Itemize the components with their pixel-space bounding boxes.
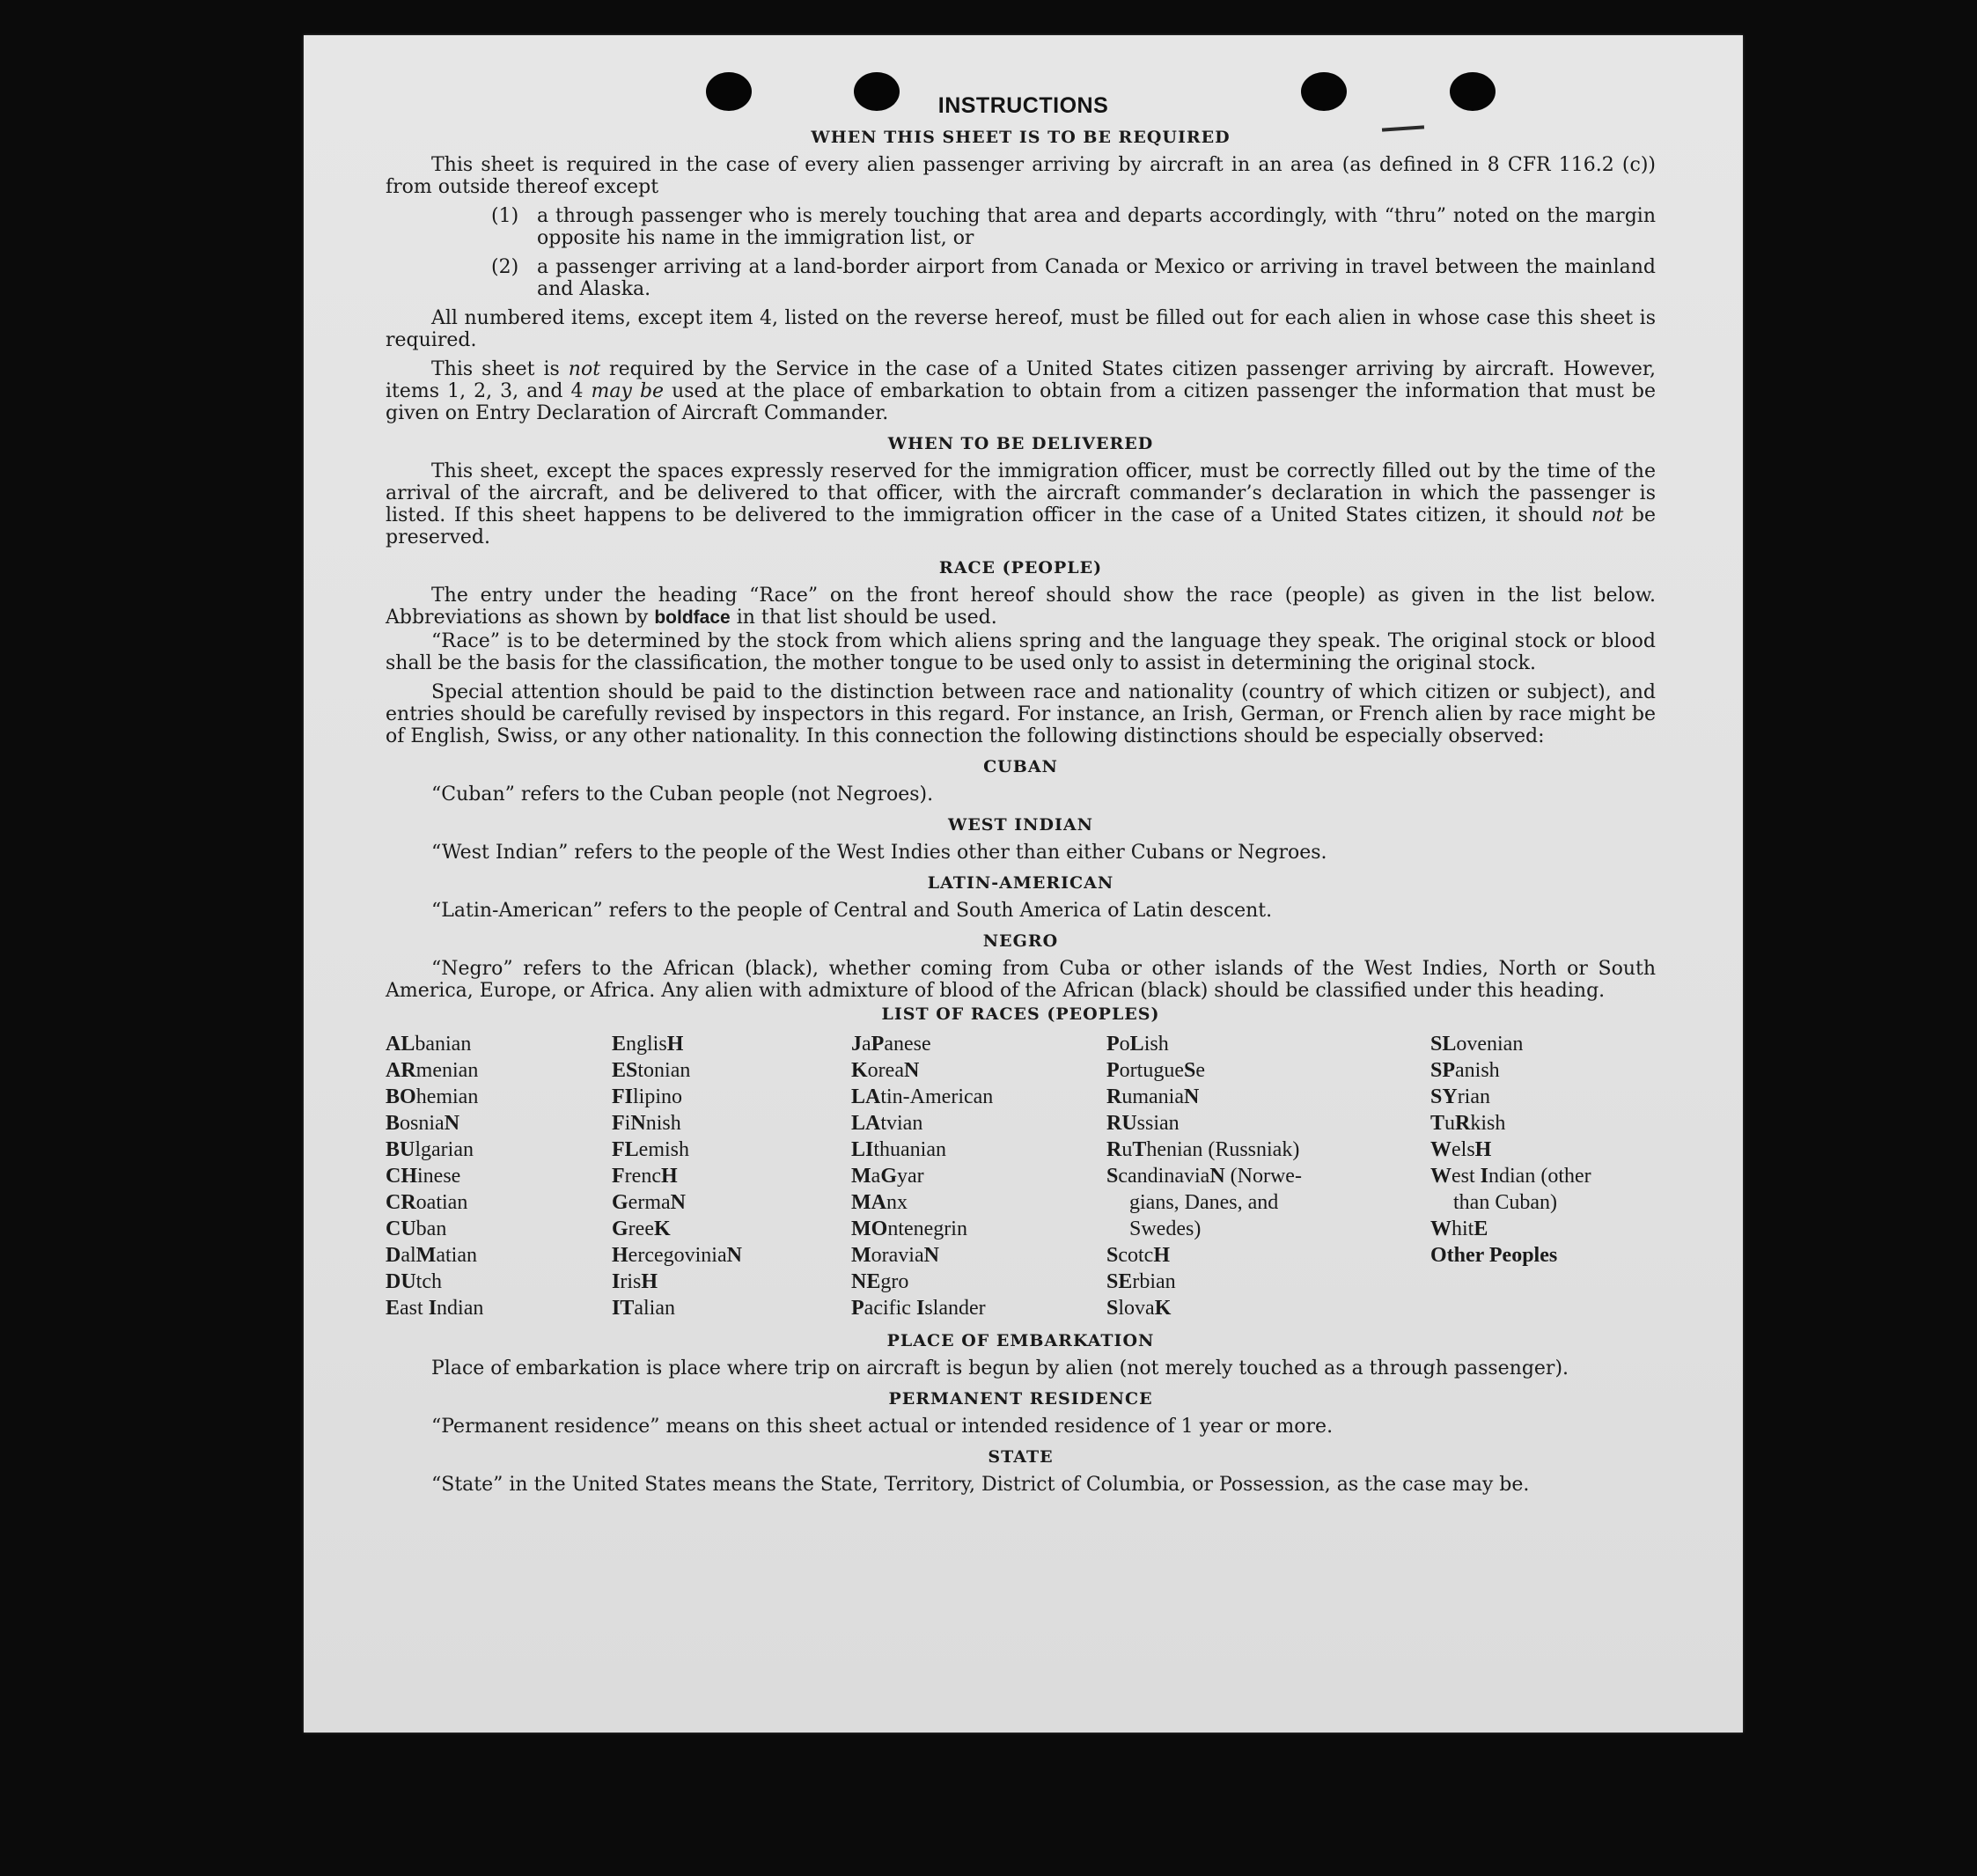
race-list-item: SLovenian	[1430, 1033, 1524, 1056]
text-run: The entry under the heading “Race” on the front hereof should show the race (people) as given in the list below. Abbreviations as shown by	[386, 585, 1656, 629]
race-list-item: ScotcH	[1106, 1244, 1171, 1267]
race-column-1	[386, 1031, 612, 1321]
citizen-paragraph	[386, 358, 1656, 424]
race-list-item: ScandinaviaN (Norwe- gians, Danes, and Swedes)	[1106, 1165, 1302, 1240]
race-list-item: Other Peoples	[1430, 1244, 1558, 1267]
race-list-item: NEgro	[851, 1270, 909, 1293]
race-list-item: CRoatian	[386, 1191, 468, 1214]
race-list-item: BUlgarian	[386, 1138, 474, 1161]
race-list-item: JaPanese	[851, 1033, 931, 1056]
race-column-2	[612, 1031, 851, 1321]
race-list-item: KoreaN	[851, 1059, 920, 1082]
numbered-items-paragraph: All numbered items, except item 4, listed on the reverse hereof, must be filled out for each alien in whose case this sheet is required.	[386, 307, 1656, 351]
race-list-item: RuThenian (Russniak)	[1106, 1138, 1300, 1161]
cuban-text: “Cuban” refers to the Cuban people (not Negroes).	[431, 784, 934, 806]
race-list-item: FLemish	[612, 1138, 689, 1161]
race-list-item: LIthuanian	[851, 1138, 946, 1161]
race-list-item: WelsH	[1430, 1138, 1492, 1161]
document-page	[304, 35, 1743, 1733]
text-run: used at the place of embarkation to obtain from a citizen passenger the information that must be given on Entry Declaration of Aircraft Commander.	[386, 380, 1656, 424]
emphasis-may-be: may be	[591, 380, 665, 402]
heading-state: STATE	[988, 1447, 1054, 1467]
text-run: This sheet, except the spaces expressly reserved for the immigration officer, must be correctly filled out by the time of the arrival of the aircraft, and be delivered to that officer, with the aircraft commander’s declaration in which the passenger is listed. If this sheet happens to be delivered to the immigration officer in the case of a United States citizen, it should	[386, 460, 1656, 526]
race-list-item: BosniaN	[386, 1112, 460, 1135]
embarkation-text: Place of embarkation is place where trip on aircraft is begun by alien (not merely touched as a through passenger).	[431, 1357, 1569, 1379]
emphasis-not: not	[568, 358, 601, 380]
text-run: This sheet is	[431, 358, 569, 380]
race-list-item: GermaN	[612, 1191, 686, 1214]
race-list-item: EStonian	[612, 1059, 691, 1082]
race-list-item: MAnx	[851, 1191, 908, 1214]
race-column-4	[1106, 1031, 1430, 1321]
race-list-item: LAtvian	[851, 1112, 923, 1135]
when-delivered-text	[386, 460, 1656, 548]
heading-when-delivered: WHEN TO BE DELIVERED	[887, 434, 1154, 453]
residence-text: “Permanent residence” means on this sheet actual or intended residence of 1 year or more.	[431, 1416, 1334, 1438]
exception-item-1	[491, 205, 1656, 249]
race-list-item: SlovaK	[1106, 1297, 1172, 1320]
race-list-item: DalMatian	[386, 1244, 477, 1267]
west-indian-text: “West Indian” refers to the people of the West Indies other than either Cubans or Negroes.	[431, 842, 1327, 864]
exception-number: (2)	[491, 256, 519, 278]
race-list-item: SErbian	[1106, 1270, 1176, 1293]
race-list-item: RumaniaN	[1106, 1085, 1200, 1108]
race-paragraph-3: Special attention should be paid to the distinction between race and nationality (country of which citizen or subject), and entries should be carefully revised by inspectors in this regard. For instance, an Irish, German, or French alien by race might be of English, Swiss, or any other nationality. In this connection the following distinctions should be especially observed:	[386, 681, 1656, 747]
race-list-item: MoraviaN	[851, 1244, 939, 1267]
race-list-item: ALbanian	[386, 1033, 472, 1056]
heading-negro: NEGRO	[982, 931, 1059, 951]
race-list-item: LAtin-American	[851, 1085, 994, 1108]
race-list-item: FiNnish	[612, 1112, 681, 1135]
race-list-item: EnglisH	[612, 1033, 684, 1056]
race-list-item: DUtch	[386, 1270, 442, 1293]
instructions-body	[386, 127, 1656, 1503]
race-list-item: SYrian	[1430, 1085, 1490, 1108]
race-list-item: HercegoviniaN	[612, 1244, 742, 1267]
text-run: required by the Service in the case of a United States citizen passenger arriving by aircraft. However, items 1, 2, 3, and 4	[386, 358, 1656, 402]
race-list-item: West Indian (other than Cuban)	[1430, 1165, 1591, 1214]
race-paragraph-2: “Race” is to be determined by the stock from which aliens spring and the language they speak. The original stock or blood shall be the basis for the classification, the mother tongue to be used only to assist in determining the original stock.	[386, 630, 1656, 674]
emphasis-not: not	[1591, 504, 1624, 526]
heading-race: RACE (PEOPLE)	[938, 558, 1103, 578]
race-list-item: ITalian	[612, 1297, 675, 1320]
exception-text: a through passenger who is merely touching that area and departs accordingly, with “thru” noted on the margin opposite his name in the immigration list, or	[537, 205, 1656, 249]
when-required-intro: This sheet is required in the case of every alien passenger arriving by aircraft in an area (as defined in 8 CFR 116.2 (c)) from outside thereof except	[386, 154, 1656, 198]
heading-west-indian: WEST INDIAN	[947, 815, 1094, 835]
race-list-item: SPanish	[1430, 1059, 1500, 1082]
heading-latin-american: LATIN-AMERICAN	[927, 873, 1114, 893]
race-list-item: GreeK	[612, 1218, 671, 1240]
negro-text: “Negro” refers to the African (black), whether coming from Cuba or other islands of the West Indies, North or South America, Europe, or Africa. Any alien with admixture of blood of the African (black) should be classified under this heading.	[386, 958, 1656, 1002]
race-list-item: FIlipino	[612, 1085, 683, 1108]
race-list-item: CHinese	[386, 1165, 461, 1188]
heading-embarkation: PLACE OF EMBARKATION	[886, 1331, 1155, 1350]
race-list-table	[386, 1031, 1656, 1321]
heading-when-required: WHEN THIS SHEET IS TO BE REQUIRED	[811, 128, 1231, 147]
race-list-item: CUban	[386, 1218, 447, 1240]
race-list-item: ARmenian	[386, 1059, 479, 1082]
boldface-word: boldface	[654, 607, 731, 628]
race-paragraph-1	[386, 585, 1656, 629]
race-list-item: FrencH	[612, 1165, 678, 1188]
race-list-item: WhitE	[1430, 1218, 1488, 1240]
race-list-item: TuRkish	[1430, 1112, 1506, 1135]
race-list-item: PoLish	[1106, 1033, 1169, 1056]
race-list-item: IrisH	[612, 1270, 658, 1293]
heading-permanent-residence: PERMANENT RESIDENCE	[888, 1389, 1153, 1409]
page-title: INSTRUCTIONS	[937, 93, 1109, 118]
race-list-item: BOhemian	[386, 1085, 479, 1108]
race-list-item: MOntenegrin	[851, 1218, 967, 1240]
race-list-item: RUssian	[1106, 1112, 1180, 1135]
exception-text: a passenger arriving at a land-border airport from Canada or Mexico or arriving in travel between the mainland and Alaska.	[537, 256, 1656, 300]
heading-cuban: CUBAN	[983, 757, 1058, 776]
text-run: be preserved.	[386, 504, 1656, 548]
latin-american-text: “Latin-American” refers to the people of Central and South America of Latin descent.	[431, 900, 1273, 922]
race-list-item: Pacific Islander	[851, 1297, 986, 1320]
state-text: “State” in the United States means the State, Territory, District of Columbia, or Possession, as the case may be.	[431, 1474, 1530, 1496]
heading-list-of-races: LIST OF RACES (PEOPLES)	[881, 1004, 1160, 1024]
race-list-item: PortugueSe	[1106, 1059, 1205, 1082]
race-list-item: East Indian	[386, 1297, 484, 1320]
exception-number: (1)	[491, 205, 519, 227]
race-column-5	[1430, 1031, 1656, 1321]
text-run: in that list should be used.	[730, 607, 997, 629]
race-column-3	[851, 1031, 1106, 1321]
race-list-item: MaGyar	[851, 1165, 924, 1188]
exception-item-2	[491, 256, 1656, 300]
